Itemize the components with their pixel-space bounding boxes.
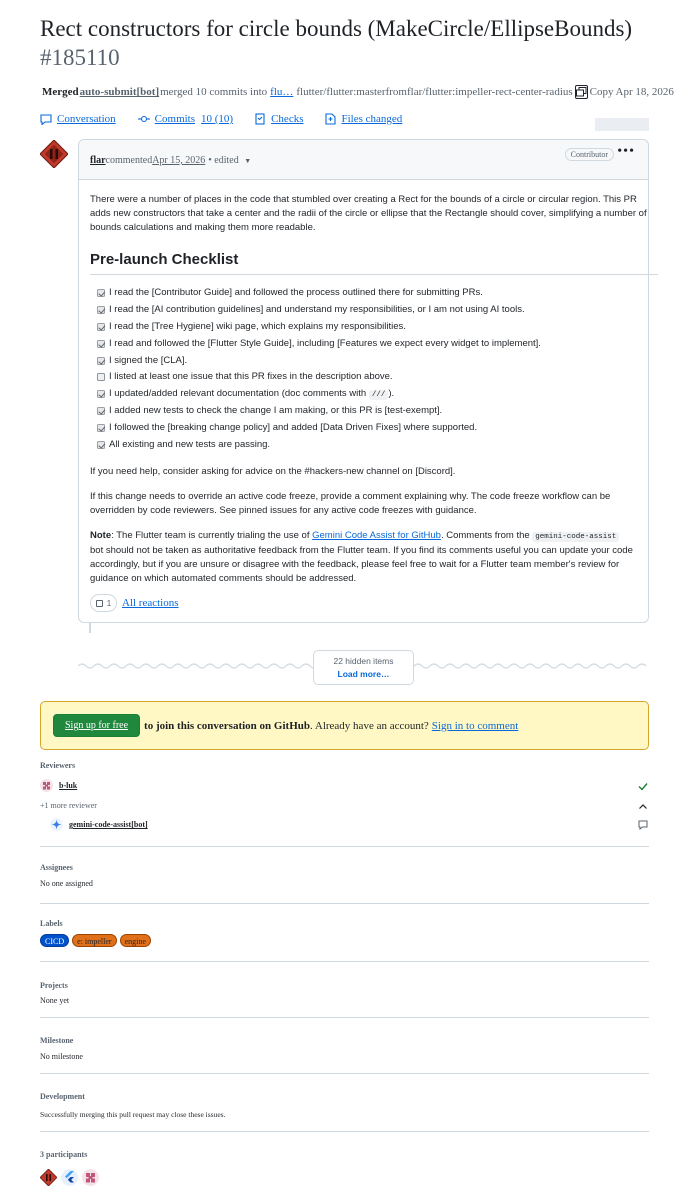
reaction-count: 1	[106, 598, 112, 608]
assignees-value: No one assigned	[40, 879, 93, 888]
checklist-item-text: All existing and new tests are passing.	[109, 438, 271, 450]
load-more-button[interactable]: Load more…	[337, 669, 390, 679]
participant-flar-avatar[interactable]	[40, 1169, 57, 1186]
separator	[40, 1017, 649, 1018]
gemini-note	[90, 529, 635, 586]
pr-meta	[40, 84, 674, 100]
label-impeller[interactable]: e: impeller	[72, 934, 116, 947]
reaction-button[interactable]	[90, 594, 117, 612]
commented-text: commented	[105, 155, 153, 166]
tab-commits-count: 10 (10)	[201, 113, 234, 125]
hidden-items-box[interactable]	[313, 650, 414, 685]
base-branch[interactable]: flutter/flutter:master	[296, 86, 386, 98]
edited-dropdown[interactable]	[208, 155, 251, 166]
checklist-item-text: I listed at least one issue that this PR fixes in the description above.	[109, 371, 393, 383]
development-value: Successfully merging this pull request may close these issues.	[40, 1110, 226, 1119]
checkbox	[97, 407, 105, 415]
checklist-item-text: I updated/added relevant documentation (doc comments with /// ).	[109, 387, 395, 399]
help-text: If you need help, consider asking for advice on the #hackers-new channel on [Discord].	[90, 466, 456, 477]
reviewer-gemini-name: gemini-code-assist[bot]	[69, 820, 148, 829]
checklist-item-text: I read and followed the [Flutter Style Guide], including [Features we expect every widget to implement].	[109, 337, 541, 349]
comment-author-link[interactable]: flar	[90, 155, 106, 166]
contributor-badge: Contributor	[565, 148, 614, 161]
separator	[40, 1131, 649, 1132]
pr-tabs	[40, 110, 649, 128]
reviewer-gemini[interactable]	[50, 818, 148, 831]
labels-list	[40, 934, 154, 947]
copy-label: Copy	[589, 86, 614, 98]
checklist-item	[97, 285, 647, 302]
tab-conversation[interactable]	[40, 113, 116, 125]
from-text: from	[385, 86, 407, 98]
copy-icon	[576, 87, 587, 97]
checklist-item-text: I followed the [breaking change policy] and added [Data Driven Fixes] where supported.	[109, 421, 478, 433]
tab-checks-label: Checks	[271, 113, 304, 125]
sign-in-link[interactable]: Sign in to comment	[431, 719, 519, 732]
pr-title	[40, 14, 660, 72]
flar-avatar[interactable]	[40, 140, 68, 168]
checkbox	[97, 289, 105, 297]
commit-icon	[138, 115, 150, 123]
chevron-up-icon[interactable]	[638, 803, 648, 810]
checklist-icon	[255, 113, 266, 125]
commented-icon	[638, 820, 648, 830]
already-text: . Already have an account?	[309, 719, 429, 732]
timeline-line	[89, 623, 91, 633]
note-before: : The Flutter team is currently trialing the use of	[111, 530, 313, 541]
gemini-code-assist-link[interactable]: Gemini Code Assist for GitHub	[312, 530, 441, 541]
pr-title-text: Rect constructors for circle bounds (MakeCircle/EllipseBounds)	[40, 16, 633, 41]
participants-title: 3 participants	[40, 1150, 88, 1159]
reviewer-b-luk-name: b-luk	[59, 781, 78, 790]
checklist-item	[97, 369, 647, 386]
separator	[40, 846, 649, 847]
chevron-down-icon: ▼	[244, 157, 252, 165]
reviewer-b-luk[interactable]	[40, 779, 77, 792]
edited-label: • edited	[208, 155, 239, 166]
separator	[40, 903, 649, 904]
base-branch-short-link[interactable]: flu…	[270, 86, 294, 98]
checklist-item	[97, 302, 647, 319]
more-reviewers-toggle[interactable]: +1 more reviewer	[40, 801, 97, 810]
comment-icon	[40, 114, 52, 125]
participants-list	[40, 1169, 103, 1186]
tab-files-changed[interactable]	[325, 113, 402, 125]
approved-check-icon	[638, 782, 648, 791]
reactions-bar	[90, 594, 179, 612]
signup-banner	[40, 701, 649, 750]
milestone-title: Milestone	[40, 1036, 74, 1045]
note-middle: . Comments from the	[440, 530, 533, 541]
pr-description-comment	[78, 139, 649, 623]
projects-title: Projects	[40, 981, 68, 990]
pr-number: #185110	[40, 45, 120, 70]
pr-description-intro: There were a number of places in the code that stumbled over creating a Rect for the bounds of a circle or circular region. This PR adds new constructors that take a center and the radii of the circle or ellipse that the Rectangle should cover, simplifying a number of bounds calculations and making them more readable.	[90, 194, 647, 233]
checklist-item	[97, 436, 647, 453]
comment-header	[79, 140, 648, 180]
labels-title: Labels	[40, 919, 63, 928]
checklist-item	[97, 319, 647, 336]
checkbox	[97, 424, 105, 432]
participant-b-luk-avatar[interactable]	[82, 1169, 99, 1186]
gemini-avatar	[50, 818, 63, 831]
note-label: Note	[90, 530, 112, 541]
checklist-item	[97, 419, 647, 436]
diffstat-placeholder	[595, 118, 649, 131]
hidden-items-count: 22 hidden items	[333, 656, 394, 666]
note-after: bot should not be taken as authoritative feedback from the Flutter team. If you find its comments useful you can update your code accordingly, but if you are unsure or disagree with the feedback, please feel free to wait for a Flutter team member's review for guidance on which automated comments should be addressed.	[90, 545, 633, 584]
participant-flutter-bot-avatar[interactable]	[61, 1169, 78, 1186]
checklist-item-text: I added new tests to check the change I am making, or this PR is [test-exempt].	[109, 404, 443, 416]
tab-commits-label: Commits	[154, 113, 196, 125]
development-title: Development	[40, 1092, 85, 1101]
join-text: to join this conversation on GitHub	[144, 719, 310, 732]
label-cicd[interactable]: CICD	[40, 934, 69, 947]
inline-code: ///	[369, 390, 389, 400]
comment-date-link[interactable]: Apr 15, 2026	[152, 155, 206, 166]
file-diff-icon	[325, 113, 336, 125]
checkbox	[97, 323, 105, 331]
checklist-heading: Pre-launch Checklist	[90, 250, 658, 275]
note-code: gemini-code-assist	[532, 532, 619, 542]
code-freeze-text: If this change needs to override an active code freeze, provide a comment explaining why. The code freeze workflow can be overridden by code reviewers. See pinned issues for any active code freezes with guidance.	[90, 491, 611, 516]
checklist-item	[97, 403, 647, 420]
all-reactions-link[interactable]: All reactions	[122, 597, 179, 609]
checklist-item-text: I read the [Tree Hygiene] wiki page, which explains my responsibilities.	[109, 320, 406, 332]
merger-link[interactable]: auto-submit[bot]	[79, 86, 160, 98]
separator	[40, 961, 649, 962]
prelaunch-checklist	[97, 285, 647, 453]
merge-date: Apr 18, 2026	[615, 86, 674, 98]
checklist-item-text: I read the [AI contribution guidelines] and understand my responsibilities, or I am not using AI tools.	[109, 304, 525, 316]
tab-files-changed-label: Files changed	[341, 113, 403, 125]
assignees-title: Assignees	[40, 863, 73, 872]
head-branch[interactable]: flar/flutter:impeller-rect-center-radius	[406, 86, 573, 98]
checklist-item	[97, 335, 647, 352]
checkbox	[97, 390, 105, 398]
milestone-value: No milestone	[40, 1052, 83, 1061]
checkbox	[97, 340, 105, 348]
sign-up-button[interactable]: Sign up for free	[53, 714, 140, 737]
reviewers-title: Reviewers	[40, 761, 76, 770]
kebab-menu-icon[interactable]: •••	[617, 144, 635, 159]
tab-commits[interactable]	[138, 113, 233, 125]
checkbox	[97, 357, 105, 365]
projects-value: None yet	[40, 996, 70, 1005]
b-luk-avatar	[40, 779, 53, 792]
checkbox	[97, 441, 105, 449]
tab-checks[interactable]	[255, 113, 303, 125]
checkbox	[97, 306, 105, 314]
emoji-icon	[96, 600, 103, 607]
tab-conversation-label: Conversation	[57, 113, 116, 125]
separator	[40, 1073, 649, 1074]
checklist-item	[97, 386, 647, 403]
checkbox	[97, 373, 105, 381]
merged-text: merged 10 commits into	[160, 86, 268, 98]
checklist-item-text: I signed the [CLA].	[109, 354, 188, 366]
checklist-item	[97, 352, 647, 369]
checklist-item-text: I read the [Contributor Guide] and followed the process outlined there for submitting PRs.	[109, 287, 483, 299]
comment-author-line	[90, 155, 251, 166]
label-engine[interactable]: engine	[120, 934, 151, 947]
merge-status: Merged	[42, 86, 79, 98]
copy-branch-button[interactable]	[575, 85, 588, 99]
